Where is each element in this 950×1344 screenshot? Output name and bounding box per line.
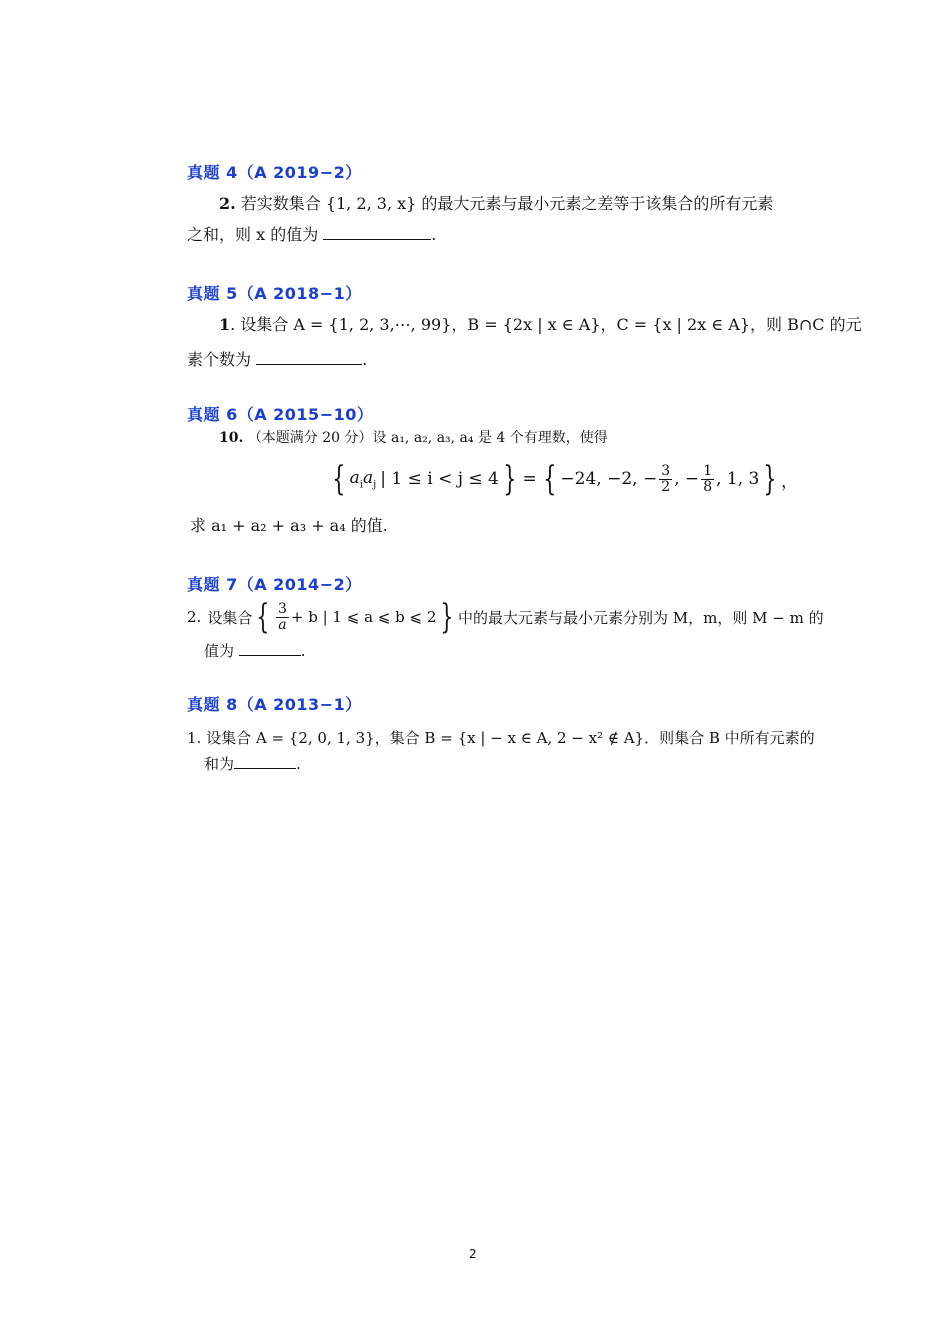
section-title: 真题 4（A 2019−2） <box>187 163 362 182</box>
problem-number: 1. <box>187 729 202 747</box>
problem-text: 若实数集合 {1, 2, 3, x} 的最大元素与最小元素之差等于该集合的所有元素 <box>240 194 774 213</box>
problem-text: 中的最大元素与最小元素分别为 M，m，则 M − m 的 <box>458 608 824 627</box>
right-brace: } <box>503 459 517 499</box>
answer-blank[interactable] <box>323 225 431 240</box>
comma: ， <box>781 471 798 492</box>
problem-text: 设集合 <box>207 608 253 627</box>
page-number: 2 <box>469 1247 477 1261</box>
problem-text: . 设集合 A = {1, 2, 3,⋯, 99}，B = {2x | x ∈ A}，C = {x | 2x ∈ A}，则 B∩C 的元 <box>230 315 862 334</box>
answer-blank[interactable] <box>256 350 362 365</box>
set-values: , 1, 3 <box>716 469 760 489</box>
problem-number: 1 <box>219 315 231 334</box>
problem-line <box>219 315 862 335</box>
section-title: 真题 6（A 2015−10） <box>187 405 374 424</box>
problem-text: 之和，则 x 的值为 <box>187 225 319 244</box>
set-values: −24, −2, − <box>560 469 658 489</box>
problem-line: 值为 . <box>204 642 306 660</box>
set-equation <box>328 459 798 499</box>
section-title: 真题 8（A 2013−1） <box>187 695 362 714</box>
problem-line <box>219 194 773 214</box>
left-brace: { <box>332 459 346 499</box>
right-brace: } <box>763 459 777 499</box>
answer-blank[interactable] <box>234 754 296 769</box>
left-brace: { <box>256 597 270 637</box>
problem-number: 2. <box>187 608 202 626</box>
problem-line <box>187 728 815 748</box>
section-title: 真题 5（A 2018−1） <box>187 284 362 303</box>
problem-text: 设集合 A = {2, 0, 1, 3}，集合 B = {x | − x ∈ A, 2 − x² ∉ A}．则集合 B 中所有元素的 <box>206 729 815 747</box>
left-brace: { <box>543 459 557 499</box>
equals-sign: = <box>522 469 537 489</box>
fraction: $\frac{1}{8}$ <box>703 462 713 495</box>
problem-text: 素个数为 <box>187 350 252 369</box>
problem-number: 10. <box>219 430 244 446</box>
problem-text: （本题满分 20 分）设 a₁, a₂, a₃, a₄ 是 4 个有理数，使得 <box>247 430 608 446</box>
problem-text: 值为 <box>204 642 235 660</box>
section-title: 真题 7（A 2014−2） <box>187 575 362 594</box>
set-values: , − <box>674 469 700 489</box>
problem-line: 之和，则 x 的值为 . <box>187 225 437 244</box>
problem-line: 求 a₁ + a₂ + a₃ + a₄ 的值. <box>190 516 388 535</box>
set-condition: + b | 1 ⩽ a ⩽ b ⩽ 2 <box>290 608 437 626</box>
problem-line: 和为 . <box>204 755 301 773</box>
fraction: $\frac{3}{a}$ <box>277 600 287 633</box>
problem-line <box>187 597 824 637</box>
problem-text: 和为 <box>204 755 235 773</box>
product-term: $a_ia_j$ <box>349 467 377 491</box>
problem-number: 2. <box>219 194 236 213</box>
set-condition: | 1 ≤ i < j ≤ 4 <box>380 469 499 489</box>
problem-line: 素个数为 . <box>187 350 368 369</box>
problem-line <box>219 428 608 448</box>
fraction: $\frac{3}{2}$ <box>661 462 671 495</box>
answer-blank[interactable] <box>239 641 301 656</box>
right-brace: } <box>440 597 454 637</box>
